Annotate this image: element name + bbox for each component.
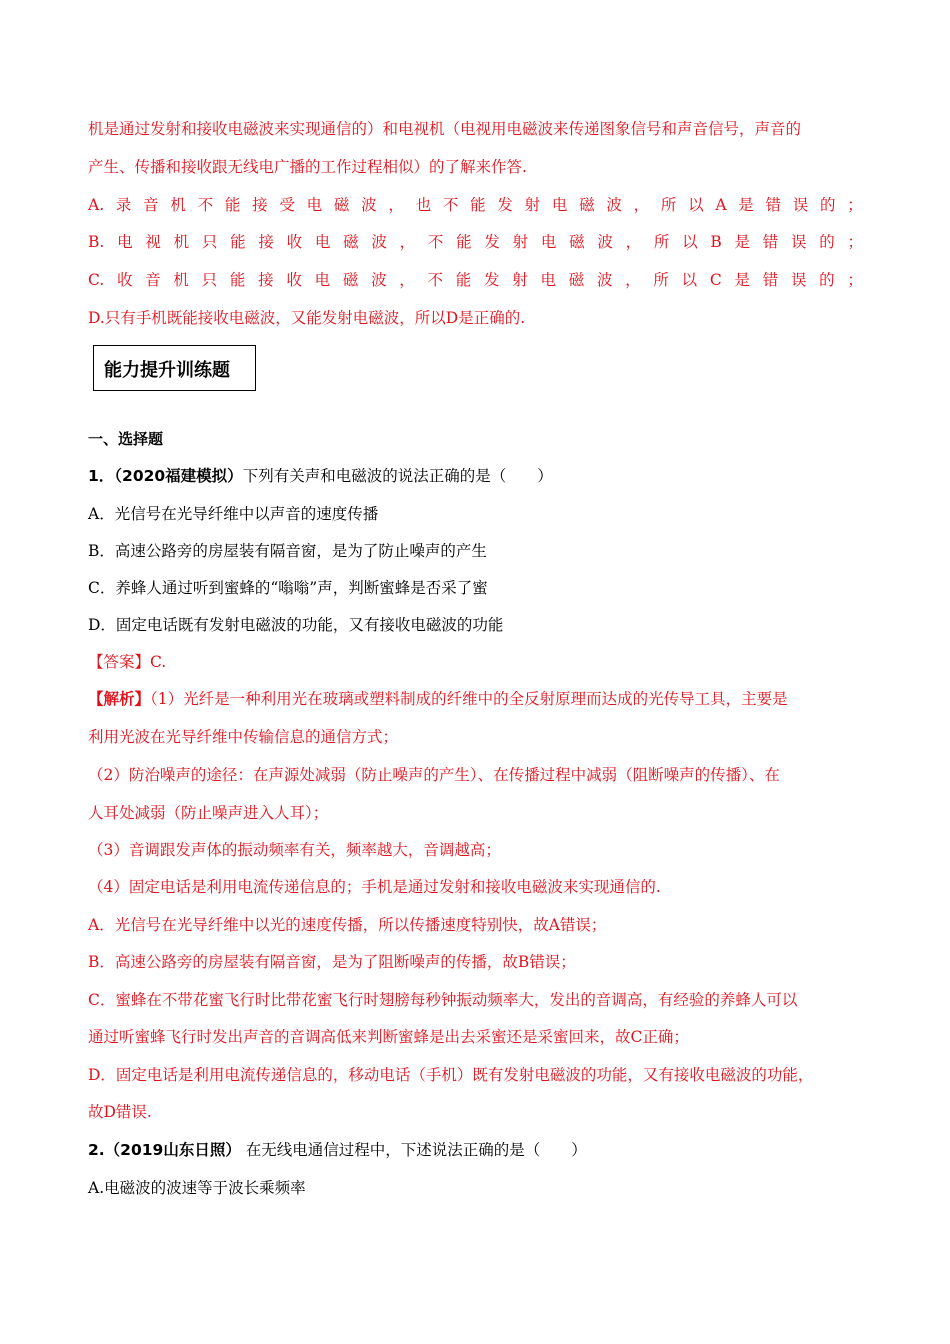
analysis-char: 电 [540,271,556,289]
analysis-char: B [710,233,722,251]
analysis-char: 能 [456,233,472,251]
analysis-line: B．高速公路旁的房屋装有隔音窗，是为了阻断噪声的传播，故B错误； [88,953,576,971]
analysis-line: 产生、传播和接收跟无线电广播的工作过程相似）的了解来作答. [88,158,527,176]
analysis-char: 所 [660,196,677,214]
analysis-char: 的 [819,233,835,251]
question-2-option-a: A.电磁波的波速等于波长乘频率 [88,1179,306,1197]
question-1-stem [88,465,553,487]
analysis-char: 能 [470,196,486,214]
analysis-char: 接 [252,196,268,214]
analysis-option-d: D.只有手机既能接收电磁波，又能发射电磁波，所以D是正确的. [88,309,526,327]
analysis-line: C．蜜蜂在不带花蜜飞行时比带花蜜飞行时翅膀每秒钟振动频率大，发出的音调高，有经验的养蜂人可以 [88,991,798,1009]
analysis-line: 人耳处减弱（防止噪声进入人耳）； [88,804,329,822]
question-text: 在无线电通信过程中，下述说法正确的是（ ） [240,1141,587,1159]
analysis-char: 以 [688,196,704,214]
analysis-label: 【解析】 [88,690,151,708]
analysis-line: 利用光波在光导纤维中传输信息的通信方式； [88,728,399,746]
analysis-char: ， [625,233,642,251]
analysis-char: 收 [286,271,302,289]
analysis-char: C [709,271,722,289]
analysis-char: 波 [596,271,613,289]
analysis-line: 故D错误. [88,1103,152,1121]
analysis-option-b [88,231,863,253]
question-1-option-c: C．养蜂人通过听到蜜蜂的“嗡嗡”声，判断蜜蜂是否采了蜜 [88,579,488,597]
analysis-char: 能 [224,196,241,214]
analysis-char: 接 [258,233,274,251]
analysis-char: 错 [762,271,779,289]
analysis-char: A [715,196,727,214]
analysis-char: A. [88,196,105,214]
analysis-line [88,688,788,710]
analysis-line: （3）音调跟发声体的振动频率有关，频率越大，音调越高； [88,841,501,859]
question-number-source: 1．（2020福建模拟） [88,467,243,485]
analysis-line: （4）固定电话是利用电流传递信息的；手机是通过发射和接收电磁波来实现通信的. [88,878,661,896]
analysis-char: 错 [762,233,779,251]
analysis-char: C. [88,271,105,289]
analysis-char: 录 [115,196,132,214]
analysis-char: 的 [819,271,835,289]
analysis-char: B. [88,233,105,251]
analysis-char: 波 [371,233,387,251]
analysis-char: 以 [681,271,698,289]
analysis-char: 以 [682,233,698,251]
analysis-char: 能 [229,271,246,289]
analysis-char: 波 [606,196,622,214]
analysis-char: 能 [455,271,472,289]
analysis-char: 也 [415,196,432,214]
analysis-char: 音 [145,271,161,289]
question-2-stem [88,1139,587,1161]
analysis-char: 电 [540,233,557,251]
analysis-char: 磁 [579,196,595,214]
analysis-char: 所 [653,271,669,289]
analysis-line: 通过听蜜蜂飞行时发出声音的音调高低来判断蜜蜂是出去采蜜还是采蜜回来，故C正确； [88,1028,689,1046]
analysis-char: 电 [314,271,331,289]
analysis-char: ； [847,233,863,251]
analysis-char: 波 [361,196,377,214]
analysis-option-a [88,194,863,216]
analysis-char: 磁 [342,271,359,289]
analysis-char: 磁 [568,271,585,289]
analysis-char: ； [847,196,863,214]
analysis-option-c [88,269,863,291]
analysis-char: 电 [117,233,133,251]
analysis-char: 是 [734,271,750,289]
analysis-char: 发 [484,271,500,289]
analysis-char: 磁 [343,233,359,251]
analysis-char: 磁 [569,233,585,251]
analysis-char: 不 [427,271,444,289]
analysis-char: 是 [738,196,754,214]
analysis-char: 电 [306,196,323,214]
analysis-char: 误 [790,271,807,289]
analysis-char: ， [625,271,641,289]
analysis-char: 错 [765,196,782,214]
question-1-option-a: A．光信号在光导纤维中以声音的速度传播 [88,505,379,523]
analysis-char: 不 [197,196,214,214]
analysis-char: 机 [173,233,190,251]
analysis-char: 不 [427,233,444,251]
question-number-source: 2.（2019山东日照） [88,1141,241,1159]
analysis-char: 的 [820,196,836,214]
answer: 【答案】C. [88,653,167,671]
analysis-char: ； [847,271,863,289]
analysis-char: 机 [173,271,189,289]
analysis-char: 能 [230,233,246,251]
analysis-char: 射 [524,196,541,214]
analysis-char: 收 [286,233,303,251]
analysis-char: 所 [653,233,670,251]
analysis-char: ， [388,196,404,214]
analysis-char: 音 [143,196,159,214]
subsection-heading: 一、选择题 [88,430,164,448]
analysis-char: 波 [597,233,613,251]
analysis-char: 不 [442,196,459,214]
analysis-text: （1）光纤是一种利用光在玻璃或塑料制成的纤维中的全反射原理而达成的光传导工具，主要是 [150,690,788,708]
analysis-char: 视 [145,233,161,251]
analysis-char: 射 [512,233,529,251]
analysis-char: 只 [201,233,218,251]
analysis-char: 接 [258,271,274,289]
analysis-char: 误 [790,233,807,251]
analysis-char: 磁 [333,196,350,214]
analysis-char: ， [399,233,416,251]
analysis-char: 误 [792,196,809,214]
analysis-char: 电 [314,233,331,251]
section-title-box [93,345,256,391]
analysis-char: 射 [512,271,528,289]
analysis-char: ， [633,196,650,214]
analysis-char: 机 [170,196,186,214]
analysis-char: 是 [734,233,750,251]
section-title: 能力提升训练题 [104,360,230,381]
analysis-char: 发 [497,196,513,214]
analysis-char: 发 [484,233,500,251]
analysis-line: （2）防治噪声的途径：在声源处减弱（防止噪声的产生）、在传播过程中减弱（阻断噪声的传播）、在 [88,766,780,784]
analysis-char: 电 [551,196,568,214]
analysis-char: 只 [201,271,218,289]
question-1-option-b: B．高速公路旁的房屋装有隔音窗，是为了防止噪声的产生 [88,542,487,560]
analysis-line: A．光信号在光导纤维中以光的速度传播，所以传播速度特别快，故A错误； [88,916,607,934]
analysis-char: 受 [279,196,295,214]
question-1-option-d: D．固定电话既有发射电磁波的功能，又有接收电磁波的功能 [88,616,504,634]
analysis-line: 机是通过发射和接收电磁波来实现通信的）和电视机（电视用电磁波来传递图象信号和声音信号，声音的 [88,120,802,138]
analysis-char: ， [399,271,415,289]
question-text: 下列有关声和电磁波的说法正确的是（ ） [242,467,553,485]
analysis-char: 收 [116,271,133,289]
analysis-char: 波 [371,271,387,289]
analysis-line: D．固定电话是利用电流传递信息的，移动电话（手机）既有发射电磁波的功能，又有接收电磁波的功能， [88,1066,814,1084]
